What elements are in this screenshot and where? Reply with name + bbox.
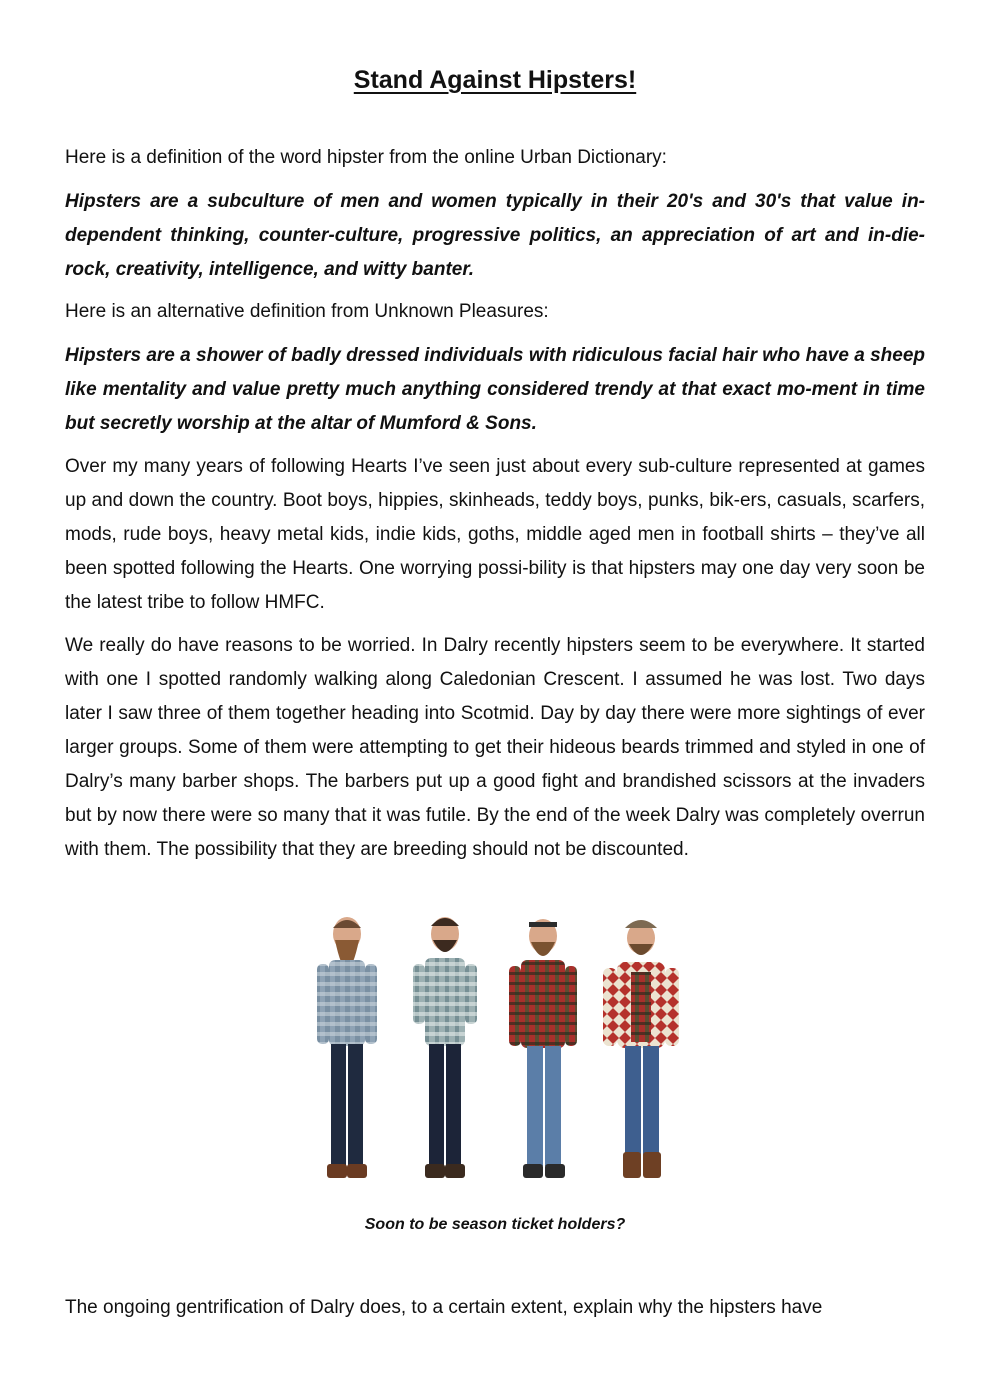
paragraph-gentrification: The ongoing gentrification of Dalry does, to a certain extent, explain why the hipsters have [65, 1297, 823, 1318]
paragraph-intro-unknown: Here is an alternative definition from Unknown Pleasures: [65, 301, 549, 322]
quote-urban-dictionary: Hipsters are a subculture of men and women typically in their 20's and 30's that value in-dependent thinking, counter-culture, progressive politics, an appreciation of art and in-die-rock, creativity, intelligence, and witty banter. [65, 191, 925, 280]
document-title: Stand Against Hipsters! [353, 66, 637, 94]
hipsters-photo [295, 912, 695, 1204]
quote-unknown-pleasures: Hipsters are a shower of badly dressed individuals with ridiculous facial hair who have a sheep like mentality and value pretty much anything considered trendy at that exact mo-ment in time but secretly worship at the altar of Mumford & Sons. [65, 345, 925, 434]
paragraph-intro-urban: Here is a definition of the word hipster from the online Urban Dictionary: [65, 147, 667, 168]
photo-caption: Soon to be season ticket holders? [364, 1216, 626, 1233]
hipster-figure-3 [509, 919, 577, 1178]
hipster-figure-4 [603, 920, 679, 1178]
paragraph-subcultures: Over my many years of following Hearts I’ve seen just about every sub-culture represented at games up and down the country. Boot boys, hippies, skinheads, teddy boys, punks, bik-ers, casuals, scarfers, mods, rude boys, heavy metal kids, indie kids, goths, middle aged men in football shirts – they’ve all been spotted following the Hearts. One worrying possi-bility is that hipsters may one day very soon be the latest tribe to follow HMFC. [65, 456, 925, 613]
hipster-figure-2 [413, 917, 477, 1178]
paragraph-dalry: We really do have reasons to be worried. In Dalry recently hipsters seem to be everywhere. It started with one I spotted randomly walking along Caledonian Crescent. I assumed he was lost. Two days later I saw three of them together heading into Scotmid. Day by day there were more sightings of ever larger groups. Some of them were attempting to get their hideous beards trimmed and styled in one of Dalry’s many barber shops. The barbers put up a good fight and brandished scissors at the invaders but by now there were so many that it was futile. By the end of the week Dalry was completely overrun with them. The possibility that they are breeding should not be discounted. [65, 635, 925, 860]
hipster-figure-1 [317, 917, 377, 1178]
